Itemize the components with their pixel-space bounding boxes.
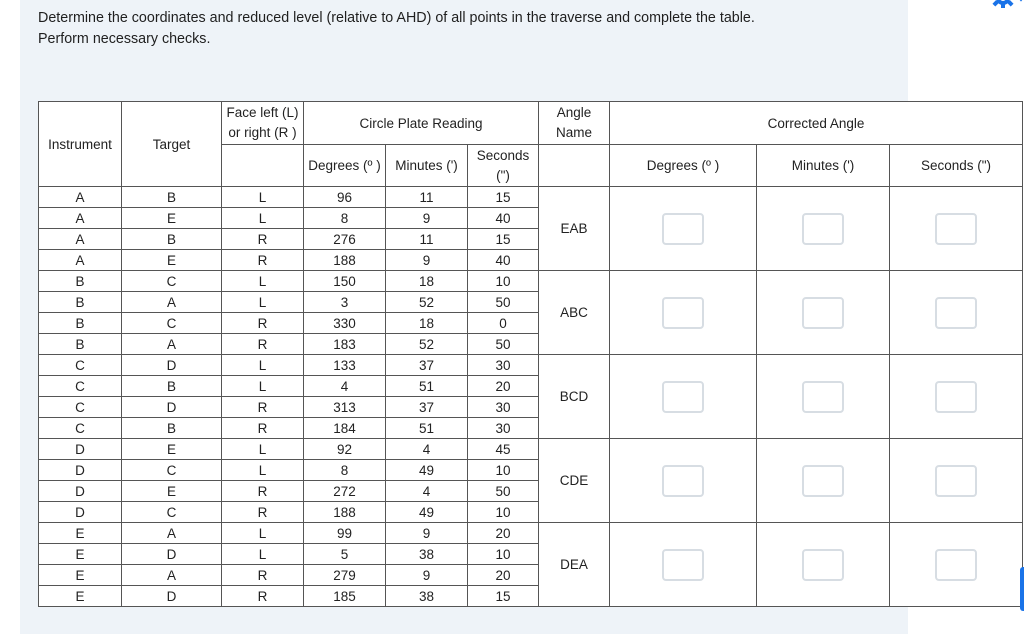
table-row — [39, 187, 1023, 208]
corrected-angle-cell — [757, 187, 890, 271]
cell-seconds: 50 — [468, 334, 539, 355]
corrected-seconds-input[interactable] — [935, 465, 977, 497]
header-seconds: Seconds (") — [468, 145, 539, 187]
cell-degrees: 313 — [304, 397, 386, 418]
cell-minutes: 52 — [386, 334, 468, 355]
cell-degrees: 8 — [304, 208, 386, 229]
cell-minutes: 49 — [386, 460, 468, 481]
cell-degrees: 150 — [304, 271, 386, 292]
corrected-degrees-input[interactable] — [662, 213, 704, 245]
cell-target: C — [122, 271, 222, 292]
cell-minutes: 4 — [386, 439, 468, 460]
cell-target: D — [122, 586, 222, 607]
cell-target: A — [122, 523, 222, 544]
cell-degrees: 99 — [304, 523, 386, 544]
gear-icon[interactable] — [990, 0, 1024, 18]
cell-minutes: 9 — [386, 250, 468, 271]
corrected-angle-cell — [610, 187, 757, 271]
cell-target: A — [122, 565, 222, 586]
cell-face: R — [222, 481, 304, 502]
corrected-angle-cell — [610, 271, 757, 355]
cell-target: D — [122, 544, 222, 565]
cell-instrument: E — [39, 523, 122, 544]
cell-target: D — [122, 397, 222, 418]
cell-minutes: 38 — [386, 586, 468, 607]
cell-instrument: B — [39, 334, 122, 355]
cell-instrument: A — [39, 187, 122, 208]
cell-degrees: 188 — [304, 502, 386, 523]
cell-face: R — [222, 502, 304, 523]
corrected-minutes-input[interactable] — [802, 549, 844, 581]
cell-minutes: 38 — [386, 544, 468, 565]
cell-instrument: C — [39, 397, 122, 418]
corrected-angle-cell — [890, 523, 1023, 607]
cell-target: E — [122, 439, 222, 460]
cell-minutes: 18 — [386, 313, 468, 334]
header-angle-name: Angle Name — [539, 102, 610, 145]
cell-degrees: 5 — [304, 544, 386, 565]
cell-seconds: 50 — [468, 481, 539, 502]
cell-face: L — [222, 208, 304, 229]
cell-minutes: 51 — [386, 418, 468, 439]
corrected-angle-cell — [890, 439, 1023, 523]
cell-instrument: A — [39, 250, 122, 271]
header-face: Face left (L) or right (R ) — [222, 102, 304, 145]
cell-target: B — [122, 229, 222, 250]
cell-degrees: 276 — [304, 229, 386, 250]
cell-degrees: 330 — [304, 313, 386, 334]
question-text: Determine the coordinates and reduced level (relative to AHD) of all points in the traverse and complete the table. Perform necessary checks. — [38, 10, 755, 47]
corrected-minutes-input[interactable] — [802, 297, 844, 329]
cell-degrees: 188 — [304, 250, 386, 271]
cell-instrument: B — [39, 313, 122, 334]
header-angle-blank — [539, 145, 610, 187]
cell-face: R — [222, 586, 304, 607]
header-corrected-degrees: Degrees (º ) — [610, 145, 757, 187]
cell-seconds: 15 — [468, 586, 539, 607]
cell-seconds: 10 — [468, 502, 539, 523]
corrected-minutes-input[interactable] — [802, 465, 844, 497]
header-target: Target — [122, 102, 222, 187]
angle-name: CDE — [539, 439, 610, 523]
cell-degrees: 92 — [304, 439, 386, 460]
cell-degrees: 279 — [304, 565, 386, 586]
header-instrument: Instrument — [39, 102, 122, 187]
cell-instrument: D — [39, 502, 122, 523]
header-corrected-minutes: Minutes (') — [757, 145, 890, 187]
cell-instrument: C — [39, 355, 122, 376]
cell-degrees: 96 — [304, 187, 386, 208]
cell-seconds: 10 — [468, 460, 539, 481]
traverse-table — [38, 101, 1023, 607]
corrected-degrees-input[interactable] — [662, 549, 704, 581]
cell-target: B — [122, 376, 222, 397]
angle-name: DEA — [539, 523, 610, 607]
cell-face: L — [222, 439, 304, 460]
corrected-angle-cell — [757, 523, 890, 607]
header-corrected-seconds: Seconds (") — [890, 145, 1023, 187]
corrected-angle-cell — [890, 271, 1023, 355]
cell-target: C — [122, 502, 222, 523]
cell-target: C — [122, 460, 222, 481]
corrected-seconds-input[interactable] — [935, 297, 977, 329]
cell-minutes: 9 — [386, 523, 468, 544]
cell-seconds: 0 — [468, 313, 539, 334]
cell-seconds: 45 — [468, 439, 539, 460]
cell-seconds: 40 — [468, 208, 539, 229]
cell-minutes: 49 — [386, 502, 468, 523]
cell-seconds: 15 — [468, 187, 539, 208]
corrected-angle-cell — [757, 439, 890, 523]
corrected-minutes-input[interactable] — [802, 213, 844, 245]
cell-face: L — [222, 292, 304, 313]
cell-seconds: 30 — [468, 355, 539, 376]
cell-minutes: 52 — [386, 292, 468, 313]
cell-degrees: 3 — [304, 292, 386, 313]
cell-seconds: 30 — [468, 397, 539, 418]
header-degrees: Degrees (º ) — [304, 145, 386, 187]
corrected-seconds-input[interactable] — [935, 213, 977, 245]
cell-target: D — [122, 355, 222, 376]
corrected-angle-cell — [610, 439, 757, 523]
cell-minutes: 51 — [386, 376, 468, 397]
corrected-degrees-input[interactable] — [662, 297, 704, 329]
cell-instrument: E — [39, 565, 122, 586]
cell-target: B — [122, 418, 222, 439]
corrected-angle-cell — [610, 355, 757, 439]
side-tab[interactable] — [1020, 567, 1024, 611]
cell-seconds: 15 — [468, 229, 539, 250]
cell-minutes: 18 — [386, 271, 468, 292]
cell-target: E — [122, 208, 222, 229]
cell-face: R — [222, 250, 304, 271]
header-face-blank — [222, 145, 304, 187]
cell-face: L — [222, 544, 304, 565]
cell-seconds: 20 — [468, 565, 539, 586]
cell-seconds: 40 — [468, 250, 539, 271]
cell-minutes: 37 — [386, 355, 468, 376]
cell-instrument: E — [39, 544, 122, 565]
cell-minutes: 4 — [386, 481, 468, 502]
table-row — [39, 439, 1023, 460]
header-circle-plate-reading: Circle Plate Reading — [304, 102, 539, 145]
table-row — [39, 523, 1023, 544]
cell-minutes: 11 — [386, 229, 468, 250]
cell-minutes: 37 — [386, 397, 468, 418]
header-minutes: Minutes (') — [386, 145, 468, 187]
cell-target: B — [122, 187, 222, 208]
cell-degrees: 184 — [304, 418, 386, 439]
cell-target: C — [122, 313, 222, 334]
table-row — [39, 355, 1023, 376]
cell-instrument: D — [39, 439, 122, 460]
cell-instrument: E — [39, 586, 122, 607]
cell-target: A — [122, 292, 222, 313]
angle-name: EAB — [539, 187, 610, 271]
cell-seconds: 20 — [468, 376, 539, 397]
corrected-angle-cell — [890, 355, 1023, 439]
cell-instrument: D — [39, 460, 122, 481]
cell-degrees: 4 — [304, 376, 386, 397]
cell-instrument: B — [39, 292, 122, 313]
cell-target: E — [122, 481, 222, 502]
cell-face: L — [222, 376, 304, 397]
cell-face: R — [222, 565, 304, 586]
cell-seconds: 20 — [468, 523, 539, 544]
cell-seconds: 10 — [468, 544, 539, 565]
cell-minutes: 11 — [386, 187, 468, 208]
corrected-minutes-input[interactable] — [802, 381, 844, 413]
cell-seconds: 30 — [468, 418, 539, 439]
cell-face: L — [222, 460, 304, 481]
cell-degrees: 272 — [304, 481, 386, 502]
cell-face: R — [222, 229, 304, 250]
cell-face: R — [222, 313, 304, 334]
cell-degrees: 133 — [304, 355, 386, 376]
angle-name: BCD — [539, 355, 610, 439]
angle-name: ABC — [539, 271, 610, 355]
cell-minutes: 9 — [386, 565, 468, 586]
cell-face: L — [222, 355, 304, 376]
cell-seconds: 10 — [468, 271, 539, 292]
cell-degrees: 185 — [304, 586, 386, 607]
corrected-degrees-input[interactable] — [662, 465, 704, 497]
cell-face: R — [222, 418, 304, 439]
cell-minutes: 9 — [386, 208, 468, 229]
table-row — [39, 271, 1023, 292]
corrected-angle-cell — [757, 271, 890, 355]
cell-target: A — [122, 334, 222, 355]
corrected-angle-cell — [610, 523, 757, 607]
cell-face: R — [222, 397, 304, 418]
header-corrected-angle: Corrected Angle — [610, 102, 1023, 145]
cell-face: L — [222, 187, 304, 208]
cell-instrument: C — [39, 376, 122, 397]
cell-face: R — [222, 334, 304, 355]
cell-degrees: 183 — [304, 334, 386, 355]
corrected-degrees-input[interactable] — [662, 381, 704, 413]
cell-seconds: 50 — [468, 292, 539, 313]
corrected-angle-cell — [757, 355, 890, 439]
corrected-seconds-input[interactable] — [935, 381, 977, 413]
corrected-angle-cell — [890, 187, 1023, 271]
cell-target: E — [122, 250, 222, 271]
cell-instrument: A — [39, 208, 122, 229]
cell-instrument: A — [39, 229, 122, 250]
cell-instrument: D — [39, 481, 122, 502]
cell-degrees: 8 — [304, 460, 386, 481]
corrected-seconds-input[interactable] — [935, 549, 977, 581]
cell-instrument: C — [39, 418, 122, 439]
cell-instrument: B — [39, 271, 122, 292]
cell-face: L — [222, 523, 304, 544]
cell-face: L — [222, 271, 304, 292]
